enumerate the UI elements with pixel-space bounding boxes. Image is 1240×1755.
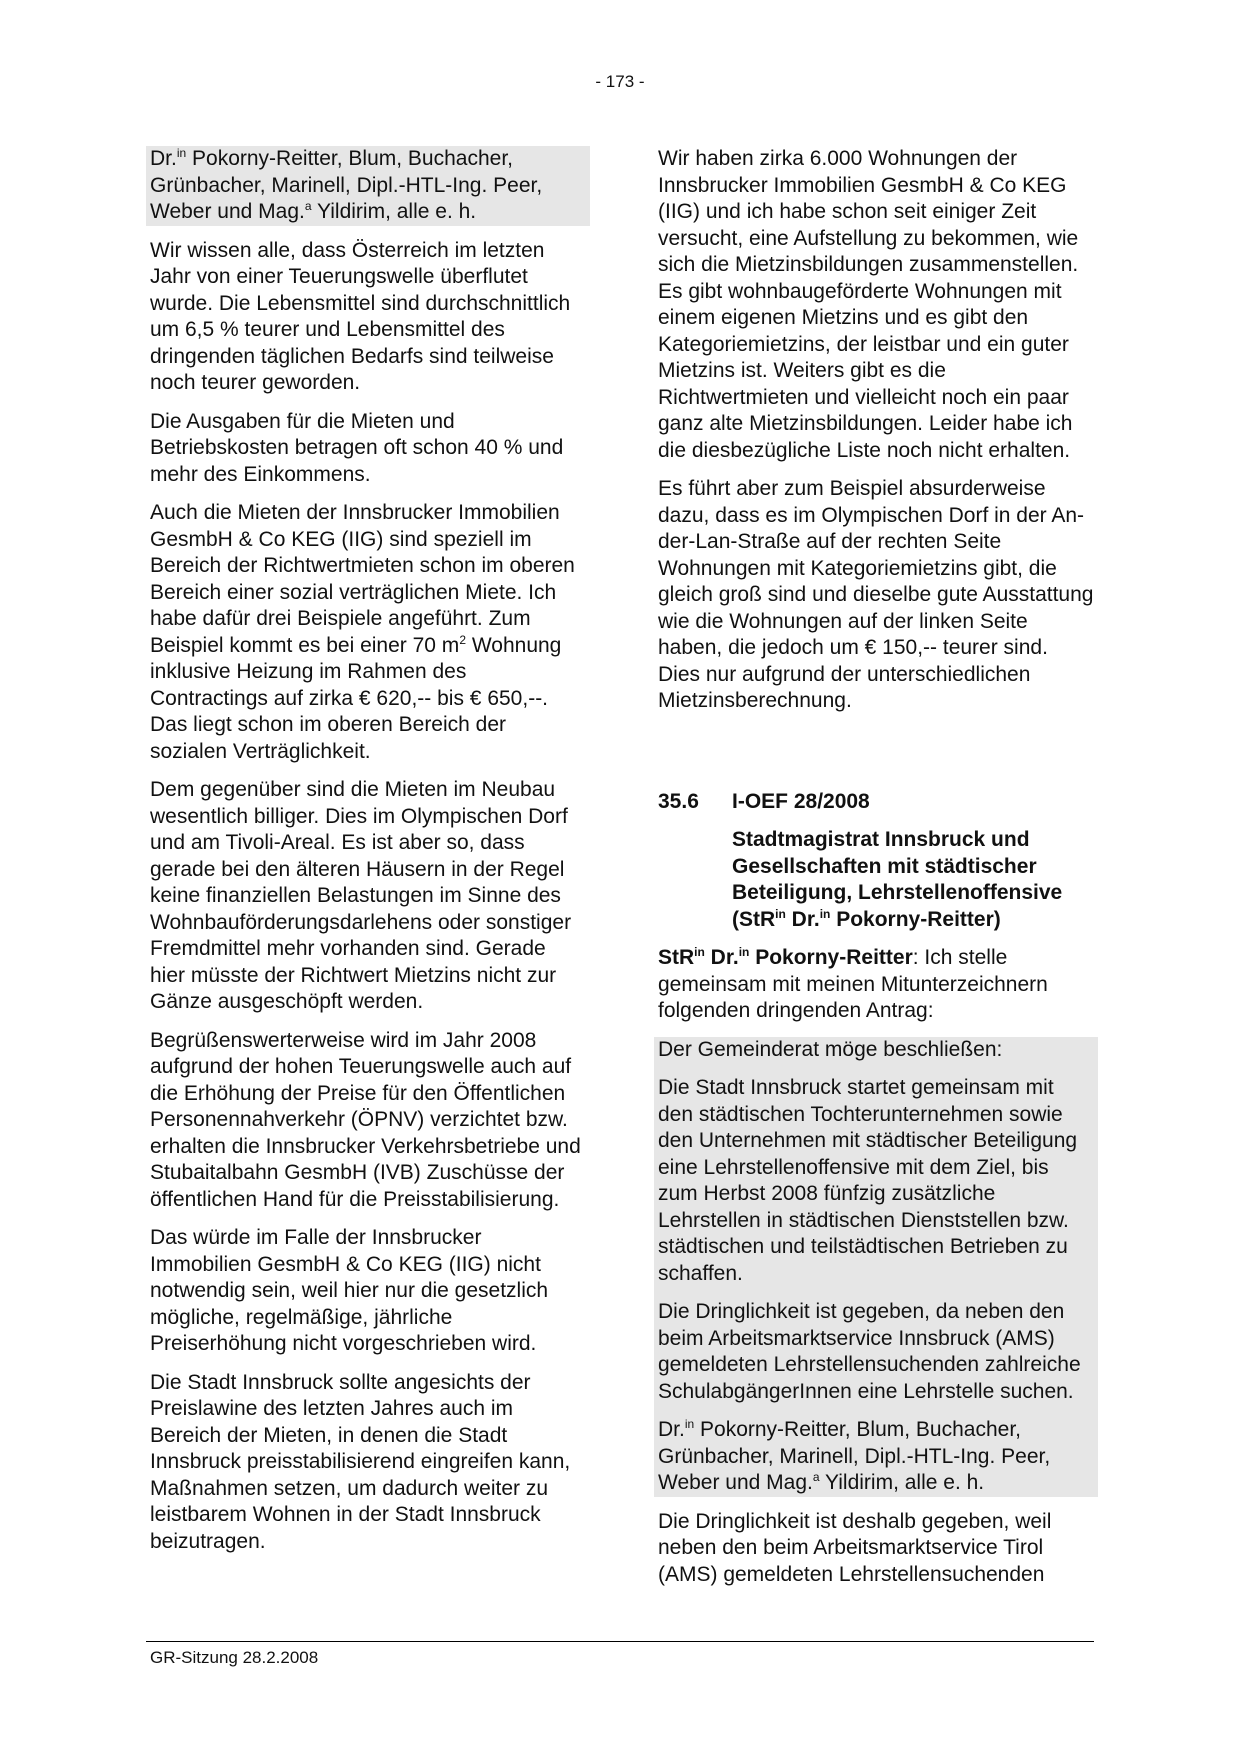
motion-heading: Der Gemeinderat möge beschließen: bbox=[654, 1037, 1098, 1064]
left-column bbox=[146, 146, 590, 1567]
footer-divider bbox=[146, 1641, 1094, 1642]
paragraph: Die Ausgaben für die Mieten und Betriebskosten betragen oft schon 40 % und mehr des Einkommens. bbox=[150, 409, 564, 486]
section-heading bbox=[654, 789, 1098, 816]
speaker-paragraph: StR$^{in}$ Dr.$^{in}$ Pokorny-Reitter: Ich stelle gemeinsam mit meinen Mitunterzeichnern folgenden dringenden Antrag: bbox=[658, 945, 1048, 1022]
signature-block: Dr.$^{in}$ Pokorny-Reitter, Blum, Buchacher, Grünbacher, Marinell, Dipl.-HTL-Ing. Peer, Weber und Mag.$^a$ Yildirim, alle e. h. bbox=[146, 146, 590, 226]
right-column bbox=[654, 146, 1098, 1600]
motion-body: Die Stadt Innsbruck startet gemeinsam mit den städtischen Tochterunternehmen sowie den Unternehmen mit städtischer Beteiligung eine Lehrstellenoffensive mit dem Ziel, bis zum Herbst 2008 fünfzig zusätzliche Lehrstellen in städtischen Dienststellen bzw. städtischen und teilstädtischen Betrieben zu schaffen. bbox=[654, 1063, 1098, 1287]
speaker-name: StR$^{in}$ Dr.$^{in}$ Pokorny-Reitter bbox=[658, 945, 913, 969]
paragraph: Es führt aber zum Beispiel absurderweise dazu, dass es im Olympischen Dorf in der An-der-Lan-Straße auf der rechten Seite Wohnungen mit Kategoriemietzins gibt, die gleich groß sind und dieselbe gute Ausstattung wie die Wohnungen auf der linken Seite haben, die jedoch um € 150,-- teurer sind. Dies nur aufgrund der unterschiedlichen Mietzinsberechnung. bbox=[658, 477, 1094, 712]
section-number: 35.6 bbox=[658, 789, 699, 813]
paragraph: Wir wissen alle, dass Österreich im letzten Jahr von einer Teuerungswelle überflutet wurde. Die Lebensmittel sind durchschnittlich um 6,5 % teurer und Lebensmittel des dringenden täglichen Bedarfs sind teilweise noch teurer geworden. bbox=[150, 238, 571, 394]
paragraph: Die Dringlichkeit ist deshalb gegeben, weil neben den beim Arbeitsmarktservice Tirol (AMS) gemeldeten Lehrstellensuchenden bbox=[658, 1509, 1052, 1586]
paragraph: Die Stadt Innsbruck sollte angesichts der Preislawine des letzten Jahres auch im Bereich der Mieten, in denen die Stadt Innsbruck preisstabilisierend eingreifen kann, Maßnahmen setzen, um dadurch weiter zu leistbarem Wohnen in der Stadt Innsbruck beizutragen. bbox=[150, 1370, 571, 1553]
paragraph: Auch die Mieten der Innsbrucker Immobilien GesmbH & Co KEG (IIG) sind speziell im Bereich der Richtwertmieten schon im oberen Bereich einer sozial verträglichen Miete. Ich habe dafür drei Beispiele angeführt. Zum Beispiel kommt es bei einer 70 $m^2$ Wohnung inklusive Heizung im Rahmen des Contractings auf zirka € 620,-- bis € 650,--. Das liegt schon im oberen Bereich der sozialen Verträglichkeit. bbox=[150, 501, 575, 763]
footer-text: GR-Sitzung 28.2.2008 bbox=[150, 1648, 319, 1667]
motion-urgency: Die Dringlichkeit ist gegeben, da neben den beim Arbeitsmarktservice Innsbruck (AMS) gemeldeten Lehrstellensuchenden zahlreiche SchulabgängerInnen eine Lehrstelle suchen. bbox=[654, 1287, 1098, 1405]
page-number: - 173 - bbox=[595, 72, 645, 91]
section-code: I-OEF 28/2008 bbox=[732, 789, 870, 813]
paragraph: Dem gegenüber sind die Mieten im Neubau wesentlich billiger. Dies im Olympischen Dorf und am Tivoli-Areal. Es ist aber so, dass gerade bei den älteren Häusern in der Regel keine finanziellen Belastungen im Sinne des Wohnbauförderungsdarlehens oder sonstiger Fremdmittel mehr vorhanden sind. Gerade hier müsste der Richtwert Mietzins nicht zur Gänze ausgeschöpft werden. bbox=[150, 778, 572, 1013]
paragraph: Begrüßenswerterweise wird im Jahr 2008 aufgrund der hohen Teuerungswelle auch auf die Erhöhung der Preise für den Öffentlichen Personennahverkehr (ÖPNV) verzichtet bzw. erhalten die Innsbrucker Verkehrsbetriebe und Stubaitalbahn GesmbH (IVB) Zuschüsse der öffentlichen Hand für die Preisstabilisierung. bbox=[150, 1028, 581, 1211]
section-title: Stadtmagistrat Innsbruck und Gesellschaften mit städtischer Beteiligung, Lehrstellenoffensive (StR$^{in}$ Dr.$^{in}$ Pokorny-Reitter) bbox=[732, 828, 1063, 931]
paragraph: Das würde im Falle der Innsbrucker Immobilien GesmbH & Co KEG (IIG) nicht notwendig sein, weil hier nur die gesetzlich mögliche, regelmäßige, jährliche Preiserhöhung nicht vorgeschrieben wird. bbox=[150, 1226, 549, 1355]
paragraph: Wir haben zirka 6.000 Wohnungen der Innsbrucker Immobilien GesmbH & Co KEG (IIG) und ich habe schon seit einiger Zeit versucht, eine Aufstellung zu bekommen, wie sich die Mietzinsbildungen zusammenstellen. Es gibt wohnbaugeförderte Wohnungen mit einem eigenen Mietzins und es gibt den Kategoriemietzins, der leistbar und ein guter Mietzins ist. Weiters gibt es die Richtwertmieten und vielleicht noch ein paar ganz alte Mietzinsbildungen. Leider habe ich die diesbezügliche Liste noch nicht erhalten. bbox=[658, 147, 1079, 462]
signature-block: Dr.$^{in}$ Pokorny-Reitter, Blum, Buchacher, Grünbacher, Marinell, Dipl.-HTL-Ing. Peer, Weber und Mag.$^a$ Yildirim, alle e. h. bbox=[654, 1405, 1098, 1497]
